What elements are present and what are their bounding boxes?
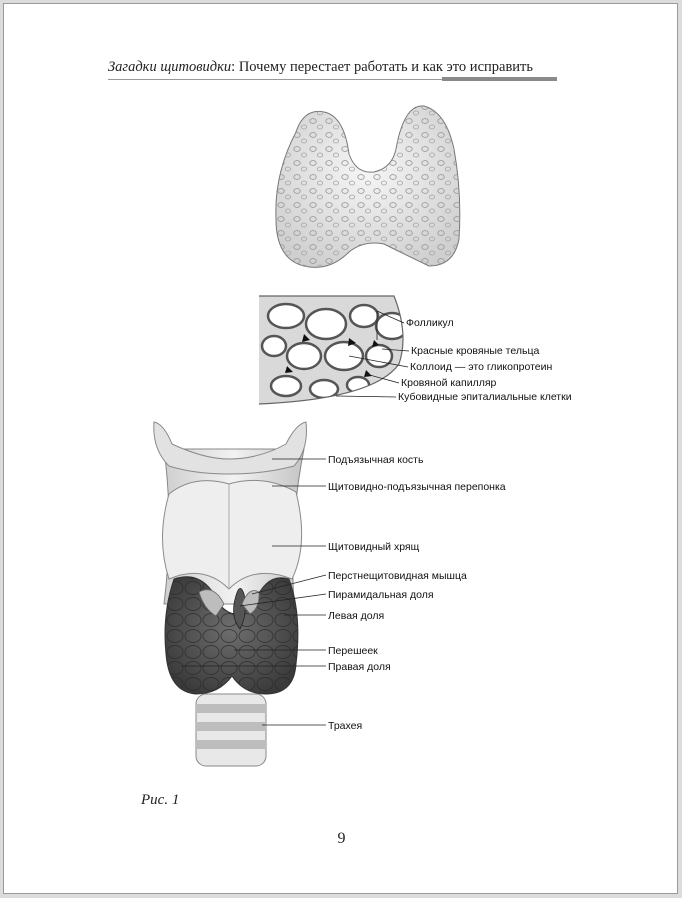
thyroid-gland-illustration (276, 106, 460, 267)
label-thyrohyoid-membrane: Щитовидно-подъязычная перепонка (328, 481, 506, 493)
label-left-lobe: Левая доля (328, 610, 385, 622)
label-red-blood-cells: Красные кровяные тельца (411, 345, 540, 357)
label-cricothyroid-muscle: Перстнещитовидная мышца (328, 570, 467, 582)
label-hyoid-bone: Подъязычная кость (328, 454, 424, 466)
header-title-italic: Загадки щитовидки (108, 59, 232, 75)
label-pyramidal-lobe: Пирамидальная доля (328, 589, 434, 601)
label-capillary: Кровяной капилляр (401, 377, 497, 389)
larynx-thyroid-illustration (154, 422, 506, 766)
label-thyroid-cartilage: Щитовидный хрящ (328, 541, 420, 553)
page-number: 9 (337, 830, 346, 847)
figure-caption: Рис. 1 (141, 792, 180, 808)
follicle-cross-section (254, 294, 572, 409)
label-right-lobe: Правая доля (328, 661, 391, 673)
book-page (3, 3, 678, 894)
label-isthmus: Перешеек (328, 645, 378, 657)
label-follicle: Фолликул (406, 317, 454, 329)
figure-1 (4, 4, 679, 895)
label-trachea: Трахея (328, 720, 363, 732)
label-epithelial-cells: Кубовидные эпиталиальные клетки (398, 391, 572, 403)
header-title-rest: : Почему перестает работать и как это исправить (231, 59, 534, 75)
label-colloid: Коллоид — это гликопротеин (410, 361, 553, 373)
